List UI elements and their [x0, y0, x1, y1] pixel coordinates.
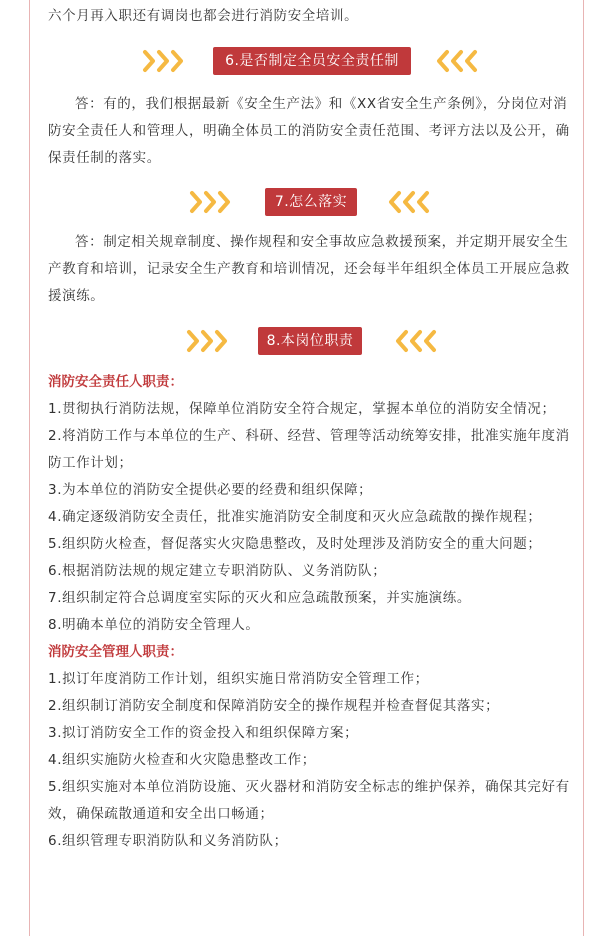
chevrons-left-icon	[386, 185, 430, 219]
section-7-answer: 答：制定相关规章制度、操作规程和安全事故应急救援预案，并定期开展安全生产教育和培训，记录安全生产教育和培训情况，还会每半年组织全体员工开展应急救援演练。	[48, 234, 570, 304]
manager-title: 消防安全管理人职责：	[48, 644, 183, 660]
list-item: 2.将消防工作与本单位的生产、科研、经营、管理等活动统筹安排，批准实施年度消防工作计划；	[48, 428, 570, 471]
list-item: 6.根据消防法规的规定建立专职消防队、义务消防队；	[48, 563, 387, 579]
chevrons-right-icon	[189, 185, 233, 219]
intro-text: 六个月再入职还有调岗也都会进行消防安全培训。	[48, 8, 359, 24]
list-item: 6.组织管理专职消防队和义务消防队；	[48, 833, 288, 849]
section-8-heading-row	[29, 324, 584, 358]
chevrons-left-icon	[434, 44, 478, 78]
section-6-answer: 答：有的，我们根据最新《安全生产法》和《XX省安全生产条例》，分岗位对消防安全责任人和管理人，明确全体员工的消防安全责任范围、考评方法以及公开，确保责任制的落实。	[48, 96, 570, 166]
list-item: 8.明确本单位的消防安全管理人。	[48, 617, 260, 633]
responsible-title: 消防安全责任人职责：	[48, 374, 183, 390]
list-item: 5.组织实施对本单位消防设施、灭火器材和消防安全标志的维护保养，确保其完好有效，确保疏散通道和安全出口畅通；	[48, 779, 570, 822]
list-item: 1.贯彻执行消防法规，保障单位消防安全符合规定，掌握本单位的消防安全情况；	[48, 401, 556, 417]
list-item: 5.组织防火检查，督促落实火灾隐患整改，及时处理涉及消防安全的重大问题；	[48, 536, 542, 552]
list-item: 1.拟订年度消防工作计划，组织实施日常消防安全管理工作；	[48, 671, 429, 687]
chevrons-right-icon	[142, 44, 186, 78]
list-item: 2.组织制订消防安全制度和保障消防安全的操作规程并检查督促其落实；	[48, 698, 500, 714]
section-7-heading-row	[29, 185, 584, 219]
section-6-heading-row	[29, 44, 584, 78]
list-item: 3.拟订消防安全工作的资金投入和组织保障方案；	[48, 725, 359, 741]
chevrons-left-icon	[393, 324, 437, 358]
duties-block	[48, 369, 576, 855]
section-6-heading: 6.是否制定全员安全责任制	[213, 47, 411, 75]
section-7-heading: 7.怎么落实	[265, 188, 357, 216]
list-item: 4.确定逐级消防安全责任，批准实施消防安全制度和灭火应急疏散的操作规程；	[48, 509, 542, 525]
list-item: 7.组织制定符合总调度室实际的灭火和应急疏散预案，并实施演练。	[48, 590, 471, 606]
list-item: 4.组织实施防火检查和火灾隐患整改工作；	[48, 752, 316, 768]
chevrons-right-icon	[186, 324, 230, 358]
list-item: 3.为本单位的消防安全提供必要的经费和组织保障；	[48, 482, 373, 498]
section-8-heading: 8.本岗位职责	[258, 327, 362, 355]
